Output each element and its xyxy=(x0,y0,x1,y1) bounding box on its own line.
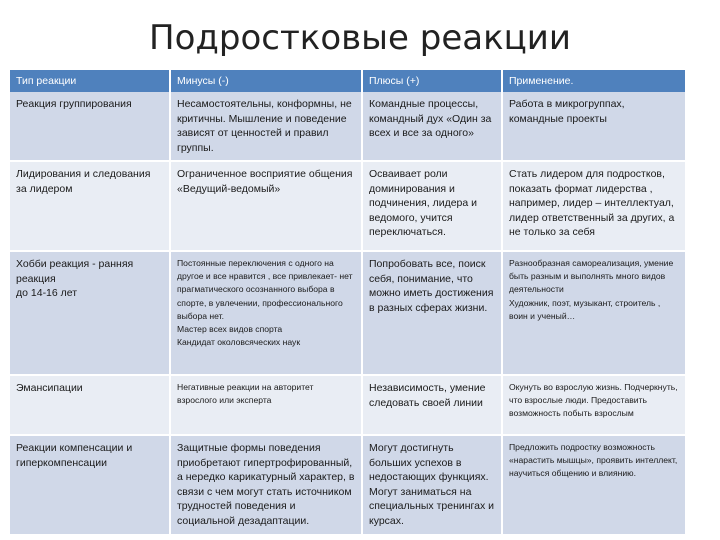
cell-minus: Ограниченное восприятие общения «Ведущий-ведомый» xyxy=(170,161,362,251)
table-row xyxy=(10,161,686,251)
cell-type: Лидирования и следования за лидером xyxy=(10,161,170,251)
header-minus: Минусы (-) xyxy=(170,70,362,92)
table-row xyxy=(10,251,686,375)
table-header-row xyxy=(10,70,686,92)
slide-title: Подростковые реакции xyxy=(149,18,571,58)
cell-plus: Независимость, умение следовать своей линии xyxy=(362,375,502,435)
cell-minus: Несамостоятельны, конформны, не критичны. Мышление и поведение зависят от ценностей и правил группы. xyxy=(170,92,362,161)
header-plus: Плюсы (+) xyxy=(362,70,502,92)
cell-minus: Защитные формы поведения приобретают гипертрофированный, а нередко карикатурный характер, в связи с чем могут стать источником трудностей поведения и социальной дезадаптации. xyxy=(170,435,362,535)
cell-type: Эмансипации xyxy=(10,375,170,435)
cell-apply: Предложить подростку возможность «нарастить мышцы», проявить интеллект, научиться общению и влиянию. xyxy=(502,435,686,535)
reactions-table xyxy=(10,70,687,536)
table-row xyxy=(10,375,686,435)
cell-apply: Разнообразная самореализация, умение быть разным и выполнять много видов деятельности Художник, поэт, музыкант, строитель , воин и ученый… xyxy=(502,251,686,375)
cell-minus: Негативные реакции на авторитет взрослого или эксперта xyxy=(170,375,362,435)
cell-plus: Командные процессы, командный дух «Один за всех и все за одного» xyxy=(362,92,502,161)
cell-apply: Окунуть во взрослую жизнь. Подчеркнуть, что взрослые люди. Предоставить возможность побыть взрослым xyxy=(502,375,686,435)
cell-plus: Осваивает роли доминирования и подчинения, лидера и ведомого, учится переключаться. xyxy=(362,161,502,251)
cell-plus: Могут достигнуть больших успехов в недостающих функциях. Могут заниматься на специальных тренингах и курсах. xyxy=(362,435,502,535)
cell-apply: Работа в микрогруппах, командные проекты xyxy=(502,92,686,161)
table-row xyxy=(10,435,686,535)
cell-apply: Стать лидером для подростков, показать формат лидерства , например, лидер – интеллектуал, лидер ответственный за других, а не только за себя xyxy=(502,161,686,251)
cell-type: Реакции компенсации и гиперкомпенсации xyxy=(10,435,170,535)
header-type: Тип реакции xyxy=(10,70,170,92)
cell-minus: Постоянные переключения с одного на другое и все нравится , все привлекает- нет прагматического осознанного выбора в спорте, в увлечении, профессионального выбора нет. Мастер всех видов спорта Кандидат околовсяческих наук xyxy=(170,251,362,375)
cell-type: Хобби реакция - ранняя реакция до 14-16 лет xyxy=(10,251,170,375)
table-row xyxy=(10,92,686,161)
cell-type: Реакция группирования xyxy=(10,92,170,161)
header-apply: Применение. xyxy=(502,70,686,92)
cell-plus: Попробовать все, поиск себя, понимание, что можно иметь достижения в разных сферах жизни. xyxy=(362,251,502,375)
